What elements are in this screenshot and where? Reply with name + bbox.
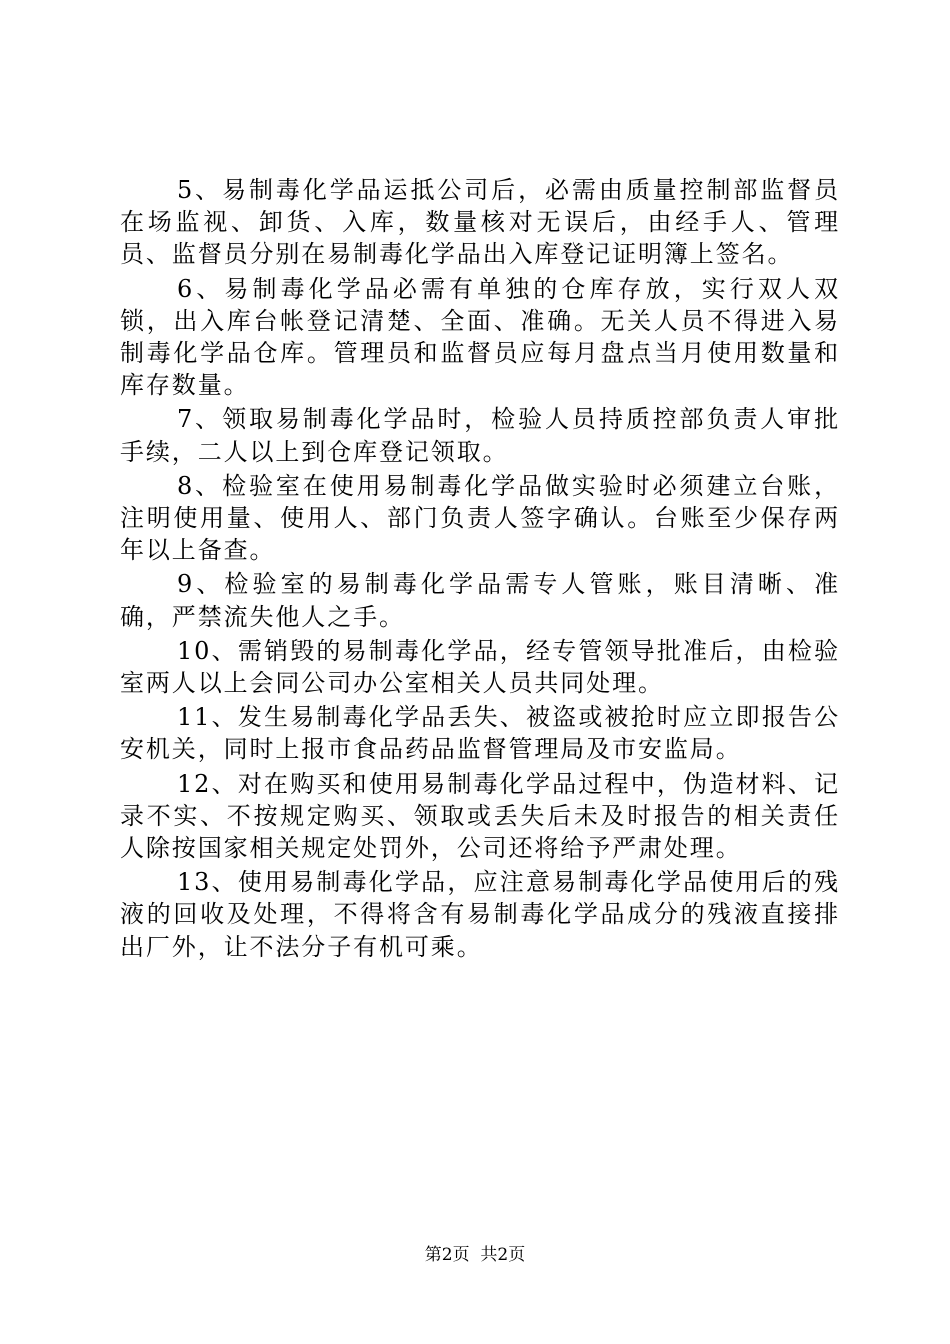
paragraph-9: 9、检验室的易制毒化学品需专人管账，账目清晰、准确，严禁流失他人之手。 bbox=[120, 570, 840, 631]
paragraph-11: 11、发生易制毒化学品丢失、被盗或被抢时应立即报告公安机关，同时上报市食品药品监督管理局及市安监局。 bbox=[120, 703, 840, 764]
paragraph-13: 13、使用易制毒化学品，应注意易制毒化学品使用后的残液的回收及处理，不得将含有易制毒化学品成分的残液直接排出厂外，让不法分子有机可乘。 bbox=[120, 868, 840, 961]
paragraph-5: 5、易制毒化学品运抵公司后，必需由质量控制部监督员在场监视、卸货、入库，数量核对无误后，由经手人、管理员、监督员分别在易制毒化学品出入库登记证明簿上签名。 bbox=[120, 176, 840, 269]
paragraph-10: 10、需销毁的易制毒化学品，经专管领导批准后，由检验室两人以上会同公司办公室相关人员共同处理。 bbox=[120, 636, 840, 698]
paragraph-7: 7、领取易制毒化学品时，检验人员持质控部负责人审批手续，二人以上到仓库登记领取。 bbox=[120, 405, 840, 466]
paragraph-8: 8、检验室在使用易制毒化学品做实验时必须建立台账，注明使用量、使用人、部门负责人签字确认。台账至少保存两年以上备查。 bbox=[120, 471, 840, 565]
paragraph-6: 6、易制毒化学品必需有单独的仓库存放，实行双人双锁，出入库台帐登记清楚、全面、准确。无关人员不得进入易制毒化学品仓库。管理员和监督员应每月盘点当月使用数量和库存数量。 bbox=[120, 274, 840, 400]
page-footer bbox=[0, 1245, 950, 1265]
paragraph-12: 12、对在购买和使用易制毒化学品过程中，伪造材料、记录不实、不按规定购买、领取或丢失后未及时报告的相关责任人除按国家相关规定处罚外，公司还将给予严肃处理。 bbox=[120, 769, 840, 863]
page-number-label: 第2页 共2页 bbox=[424, 1245, 526, 1265]
document-body bbox=[0, 174, 950, 965]
